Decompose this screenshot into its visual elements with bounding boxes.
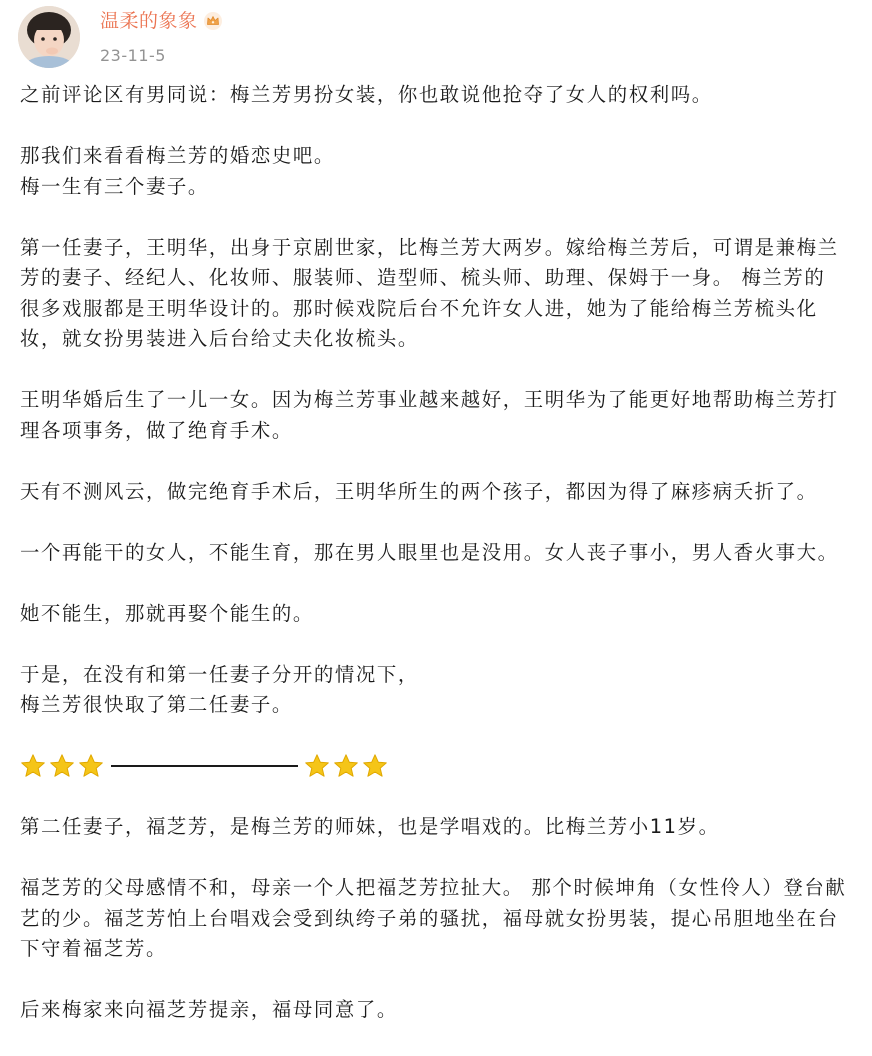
- post-content: [20, 80, 852, 1056]
- stars-right: [304, 753, 391, 779]
- paragraph: [20, 80, 852, 111]
- star-icon: [362, 753, 388, 779]
- paragraph: [20, 477, 852, 508]
- paragraph-line: 于是，在没有和第一任妻子分开的情况下，: [20, 662, 419, 686]
- paragraph: [20, 599, 852, 630]
- paragraph: [20, 141, 852, 202]
- star-icon: [304, 753, 330, 779]
- paragraph-line: 福芝芳的父母感情不和，母亲一个人把福芝芳拉扯大。 那个时候坤角（女性伶人）登台献: [20, 876, 847, 899]
- divider-line: [111, 765, 298, 767]
- paragraph-line: 后来梅家来向福芝芳提亲，福母同意了。: [20, 998, 398, 1021]
- user-info: [100, 8, 223, 65]
- avatar[interactable]: [18, 6, 80, 68]
- crown-badge-icon[interactable]: [203, 11, 223, 31]
- paragraph-line: 王明华婚后生了一儿一女。因为梅兰芳事业越来越好，王明华为了能更好地帮助梅兰芳打: [20, 388, 839, 411]
- post-date: 23-11-5: [100, 46, 166, 65]
- paragraph-line: 芳的妻子、经纪人、化妆师、服装师、造型师、梳头师、助理、保姆于一身。 梅兰芳的: [20, 266, 826, 289]
- paragraph: [20, 812, 852, 843]
- paragraph-line: 之前评论区有男同说：梅兰芳男扮女装，你也敢说他抢夺了女人的权利吗。: [20, 83, 713, 106]
- paragraph-line: 她不能生，那就再娶个能生的。: [20, 601, 314, 625]
- paragraph: [20, 660, 852, 721]
- paragraph-line: 艺的少。福芝芳怕上台唱戏会受到纨绔子弟的骚扰，福母就女扮男装，提心吊胆地坐在台: [20, 906, 839, 930]
- paragraph-line: 一个再能干的女人，不能生育，那在男人眼里也是没用。女人丧子事小，男人香火事大。: [20, 540, 839, 564]
- paragraph-line: 梅一生有三个妻子。: [20, 174, 209, 198]
- paragraph-line: 天有不测风云，做完绝育手术后，王明华所生的两个孩子，都因为得了麻疹病夭折了。: [20, 479, 818, 503]
- paragraph: [20, 995, 852, 1026]
- star-icon: [78, 753, 104, 779]
- paragraph: [20, 233, 852, 355]
- paragraph: [20, 873, 852, 965]
- avatar-image: [18, 6, 80, 68]
- star-icon: [49, 753, 75, 779]
- paragraph: [20, 385, 852, 446]
- paragraph: [20, 538, 852, 569]
- paragraph-line: 理各项事务，做了绝育手术。: [20, 418, 293, 442]
- star-icon: [333, 753, 359, 779]
- paragraphs-after-divider: [20, 812, 852, 1026]
- username-row: [100, 8, 223, 34]
- paragraph-line: 很多戏服都是王明华设计的。那时候戏院后台不允许女人进，她为了能给梅兰芳梳头化: [20, 296, 818, 320]
- username[interactable]: 温柔的象象: [100, 10, 198, 32]
- star-icon: [20, 753, 46, 779]
- paragraph-line: 第一任妻子，王明华，出身于京剧世家，比梅兰芳大两岁。嫁给梅兰芳后，可谓是兼梅兰: [20, 235, 839, 259]
- post-header: [18, 6, 858, 70]
- paragraph-line: 妆，就女扮男装进入后台给丈夫化妆梳头。: [20, 327, 419, 350]
- paragraph-line: 下守着福芝芳。: [20, 937, 167, 960]
- paragraph-line: 那我们来看看梅兰芳的婚恋史吧。: [20, 144, 335, 167]
- paragraph-line: 梅兰芳很快取了第二任妻子。: [20, 693, 293, 716]
- paragraph-line: 第二任妻子，福芝芳，是梅兰芳的师妹，也是学唱戏的。比梅兰芳小11岁。: [20, 815, 720, 838]
- paragraphs-before-divider: [20, 80, 852, 721]
- star-divider: [20, 751, 852, 782]
- stars-left: [20, 753, 107, 779]
